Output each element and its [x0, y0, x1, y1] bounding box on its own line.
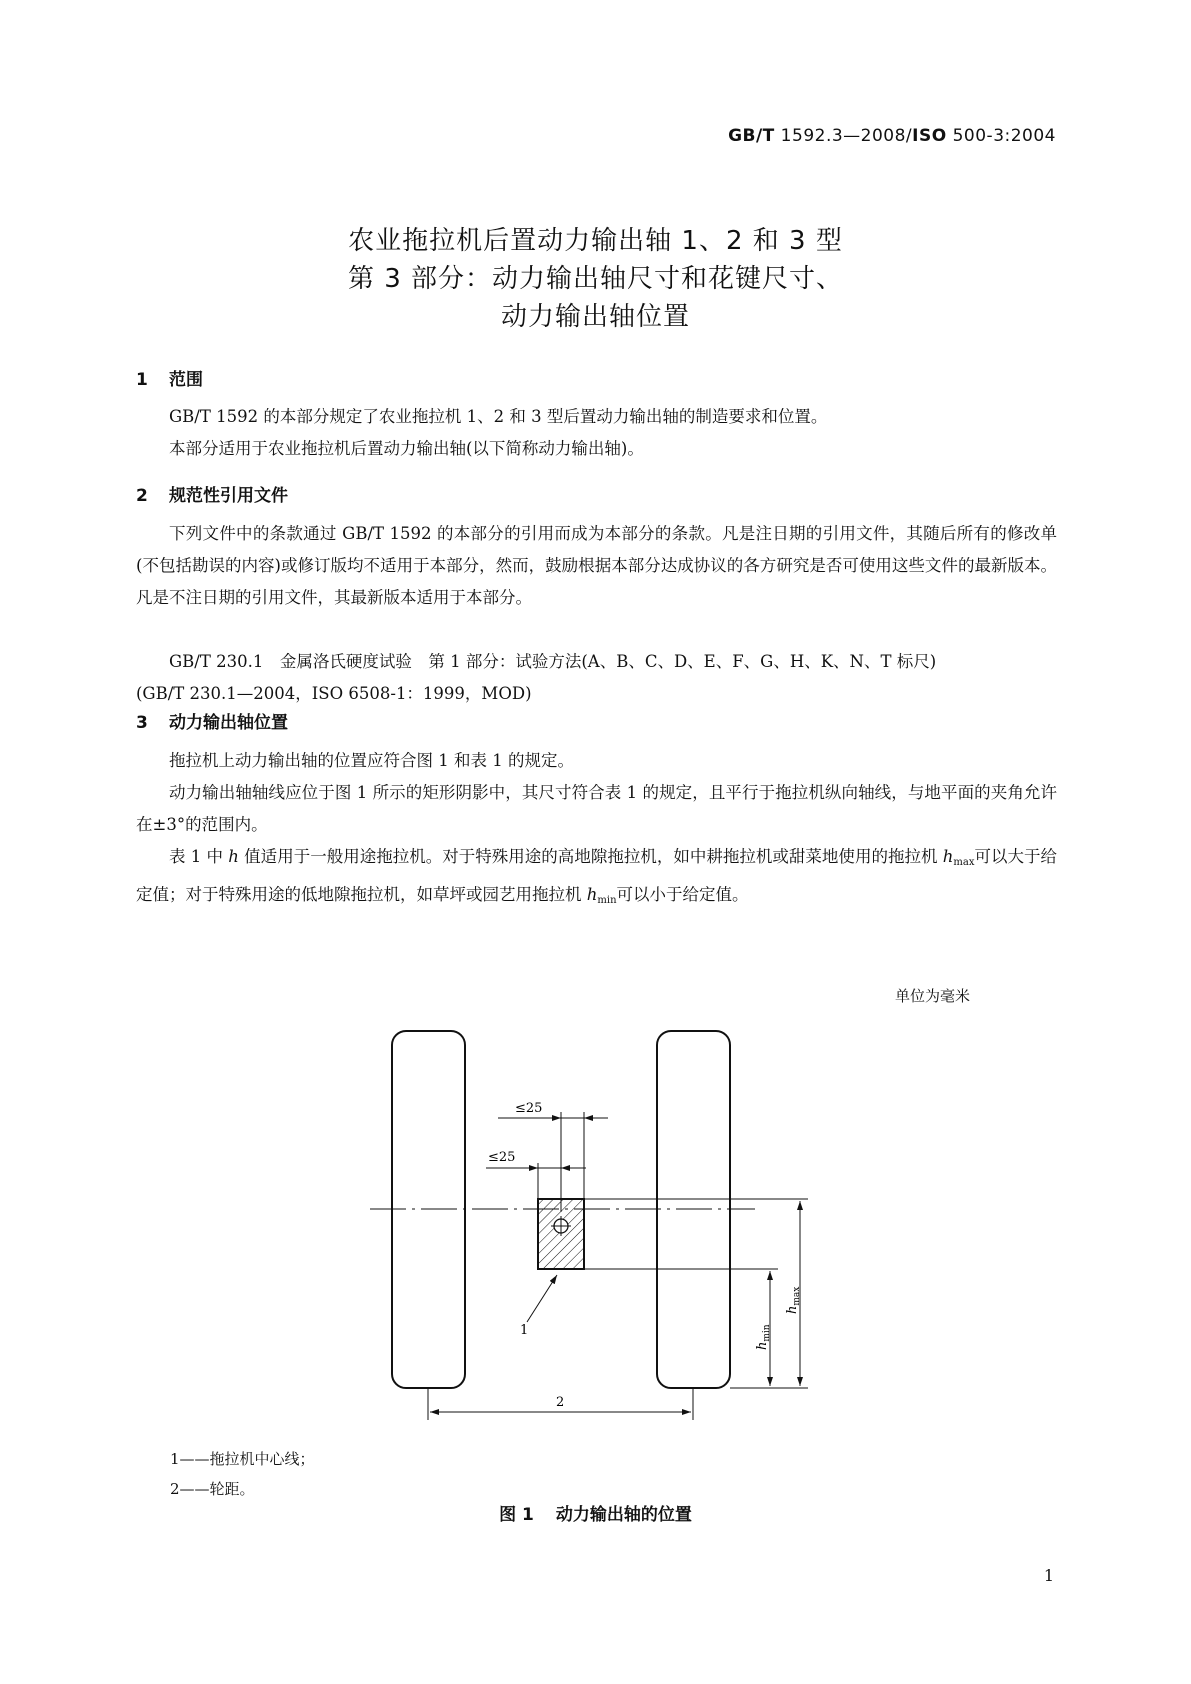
section-1-heading: 1 范围	[136, 370, 203, 390]
unit-note: 单位为毫米	[895, 987, 971, 1005]
hmax-label: $h_{max}$	[785, 1286, 802, 1314]
dim-upper-label: ≤25	[515, 1101, 543, 1116]
title-line-2: 第 3 部分：动力输出轴尺寸和花键尺寸、	[347, 264, 844, 294]
figure-caption: 图 1 动力输出轴的位置	[499, 1505, 692, 1525]
section-2-paragraph-1: 下列文件中的条款通过 GB/T 1592 的本部分的引用而成为本部分的条款。凡是注日期的引用文件，其随后所有的修改单(不包括勘误的内容)或修订版均不适用于本部分，然而，鼓励根据本部分达成协议的各方研究是否可使用这些文件的最新版本。凡是不注日期的引用文件，其最新版本适用于本部分。	[136, 524, 1057, 607]
section-1-paragraph-2: 本部分适用于农业拖拉机后置动力输出轴(以下简称动力输出轴)。	[169, 439, 644, 458]
title-line-3: 动力输出轴位置	[500, 302, 690, 332]
track-label: 2	[556, 1395, 565, 1410]
callout-1: 1	[520, 1323, 529, 1338]
section-3-heading: 3 动力输出轴位置	[136, 713, 288, 733]
section-3-paragraph-2: 动力输出轴轴线应位于图 1 所示的矩形阴影中，其尺寸符合表 1 的规定，且平行于拖拉机纵向轴线，与地平面的夹角允许在±3°的范围内。	[136, 783, 1057, 834]
section-2-reference-1-cont: (GB/T 230.1—2004，ISO 6508-1：1999，MOD)	[136, 684, 532, 703]
legend-item-2: 2——轮距。	[170, 1480, 255, 1498]
section-1-paragraph-1: GB/T 1592 的本部分规定了农业拖拉机 1、2 和 3 型后置动力输出轴的制造要求和位置。	[169, 407, 828, 426]
section-3-paragraph-1: 拖拉机上动力输出轴的位置应符合图 1 和表 1 的规定。	[169, 751, 574, 770]
pto-position-figure	[0, 1000, 1191, 1440]
standard-code: GB/T 1592.3—2008/ISO 500-3:2004	[728, 126, 1056, 146]
page-number: 1	[1043, 1566, 1054, 1585]
section-3-paragraph-3: 表 1 中 h 值适用于一般用途拖拉机。对于特殊用途的高地隙拖拉机，如中耕拖拉机或甜菜地使用的拖拉机 $h_{max}$可以大于给定值；对于特殊用途的低地隙拖拉机，如草坪或园艺用拖拉机 $h_{min}$可以小于给定值。	[136, 847, 1058, 906]
section-2-reference-1: GB/T 230.1 金属洛氏硬度试验 第 1 部分：试验方法(A、B、C、D、E、F、G、H、K、N、T 标尺)	[169, 652, 937, 671]
hmin-label: $h_{min}$	[755, 1324, 772, 1350]
document-title	[0, 222, 1191, 336]
section-2-heading: 2 规范性引用文件	[136, 486, 288, 506]
legend-item-1: 1——拖拉机中心线；	[170, 1450, 315, 1468]
title-line-1: 农业拖拉机后置动力输出轴 1、2 和 3 型	[348, 226, 843, 256]
dim-lower-label: ≤25	[488, 1150, 516, 1165]
